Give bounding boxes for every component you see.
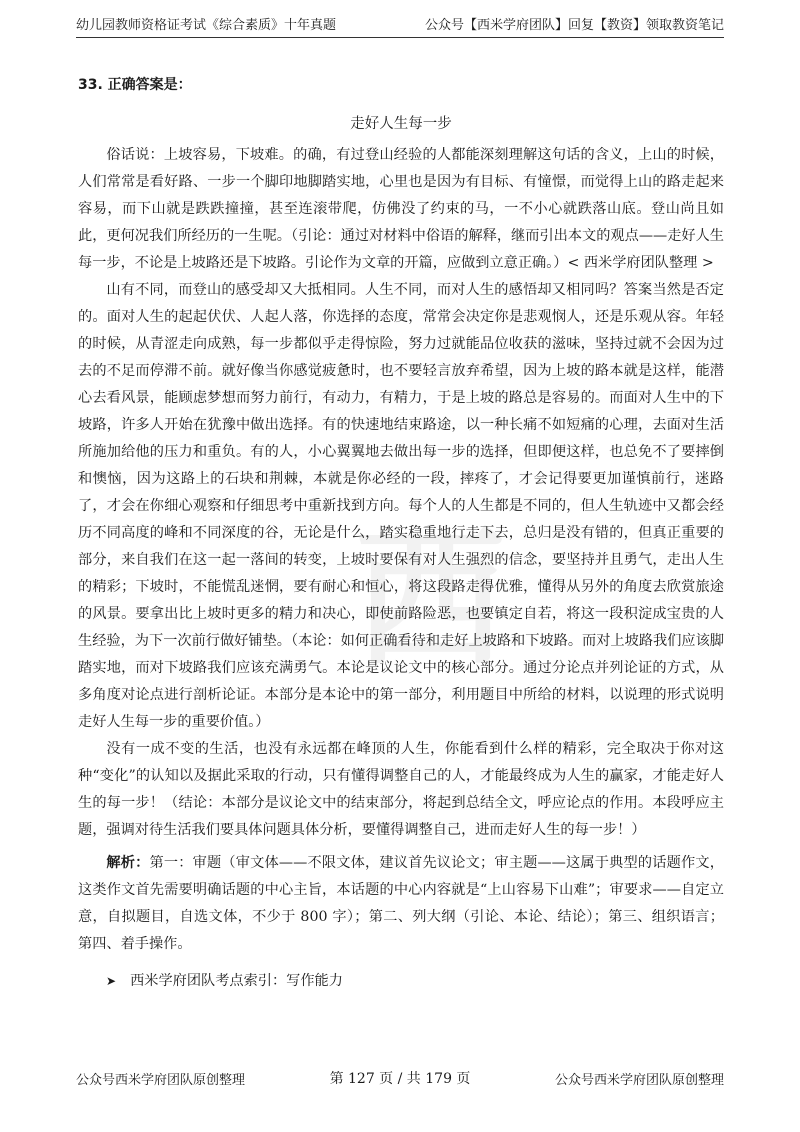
question-label: 33. 正确答案是： <box>78 77 192 93</box>
footer-right-note: 公众号西米学府团队原创整理 <box>554 1072 724 1088</box>
analysis-paragraph <box>78 850 724 958</box>
index-bullet-text: 西米学府团队考点索引：写作能力 <box>130 973 343 989</box>
page-number: 第 127 页 / 共 179 页 <box>329 1071 471 1087</box>
header-right-note: 公众号【西米学府团队】回复【教资】领取教资笔记 <box>424 18 724 33</box>
header-left-title: 幼儿园教师资格证考试《综合素质》十年真题 <box>76 18 337 33</box>
page-content <box>78 72 724 995</box>
footer-left-note: 公众号西米学府团队原创整理 <box>76 1072 246 1088</box>
arrow-bullet-icon: ➤ <box>106 974 117 988</box>
essay-paragraph-body: 山有不同，而登山的感受却又大抵相同。人生不同，而对人生的感悟却又相同吗？答案当然是否定的。面对人生的起起伏伏、人起人落，你选择的态度，常常会决定你是悲观悯人，还是乐观从容。年轻的时候，从青涩走向成熟，每一步都似乎走得惊险，努力过就能品位收获的滋味，坚持过就不会因为过去的不足而停滞不前。就好像当你感觉疲惫时，也不要轻言放弃希望，因为上坡的路本就是这样，能潜心去看风景，能顾虑梦想而努力前行，有动力，有精力，于是上坡的路总是容易的。而面对人生中的下坡路，许多人开始在犹豫中做出选择。有的快速地结束路途，以一种长痛不如短痛的心理，去面对生活所施加给他的压力和重负。有的人，小心翼翼地去做出每一步的选择，但即便这样，也总免不了要摔倒和懊恼，因为这路上的石块和荆棘，本就是你必经的一段，摔疼了，才会记得要更加谨慎前行，迷路了，才会在你细心观察和仔细思考中重新找到方向。每个人的人生都是不同的，但人生轨迹中又都会经历不同高度的峰和不同深度的谷，无论是什么，踏实稳重地行走下去，总归是没有错的，但真正重要的部分，来自我们在这一起一落间的转变，上坡时要保有对人生强烈的信念，要坚持并且勇气，走出人生的精彩；下坡时，不能慌乱迷惘，要有耐心和恒心，将这段路走得优雅，懂得从另外的角度去欣赏旅途的风景。要拿出比上坡时更多的精力和决心，即使前路险恶，也要镇定自若，将这一段积淀成宝贵的人生经验，为下一次前行做好铺垫。（本论：如何正确看待和走好上坡路和下坡路。而对上坡路我们应该脚踏实地，而对下坡路我们应该充满勇气。本论是议论文中的核心部分。通过分论点并列论证的方式，从多角度对论点进行剖析论证。本部分是本论中的第一部分，利用题目中所给的材料，以说理的形式说明走好人生每一步的重要价值。） <box>78 282 724 730</box>
analysis-text: 第一：审题（审文体——不限文体，建议首先议论文；审主题——这属于典型的话题作文，这类作文首先需要明确话题的中心主旨，本话题的中心内容就是“上山容易下山难”；审要求——自定立意，自拟题目，自选文体，不少于 800 字）；第二、列大纲（引论、本论、结论）；第三、组织语言；第四、着手操作。 <box>78 855 724 952</box>
page-footer <box>76 1068 724 1088</box>
page-header <box>76 14 724 38</box>
essay-paragraph-intro: 俗话说：上坡容易，下坡难。的确，有过登山经验的人都能深刻理解这句话的含义，上山的时候，人们常常是看好路、一步一个脚印地脚踏实地，心里也是因为有目标、有憧憬，而觉得上山的路走起来容易，而下山就是跌跌撞撞，甚至连滚带爬，仿佛没了约束的马，一不小心就跌落山底。登山尚且如此，更何况我们所经历的一生呢。（引论：通过对材料中俗语的解释，继而引出本文的观点——走好人生每一步，不论是上坡路还是下坡路。引论作为文章的开篇，应做到立意正确。）< 西米学府团队整理 > <box>78 147 724 271</box>
analysis-label: 解析： <box>106 855 150 871</box>
index-bullet-line <box>78 968 724 995</box>
essay-paragraph-conclusion: 没有一成不变的生活，也没有永远都在峰顶的人生，你能看到什么样的精彩，完全取决于你对这种“变化”的认知以及据此采取的行动，只有懂得调整自己的人，才能最终成为人生的赢家，才能走好人生的每一步！（结论：本部分是议论文中的结束部分，将起到总结全文，呼应论点的作用。本段呼应主题，强调对待生活我们要具体问题具体分析，要懂得调整自己，进而走好人生的每一步！） <box>78 741 724 838</box>
essay-title: 走好人生每一步 <box>350 116 452 132</box>
watermark: 西 <box>354 513 505 687</box>
